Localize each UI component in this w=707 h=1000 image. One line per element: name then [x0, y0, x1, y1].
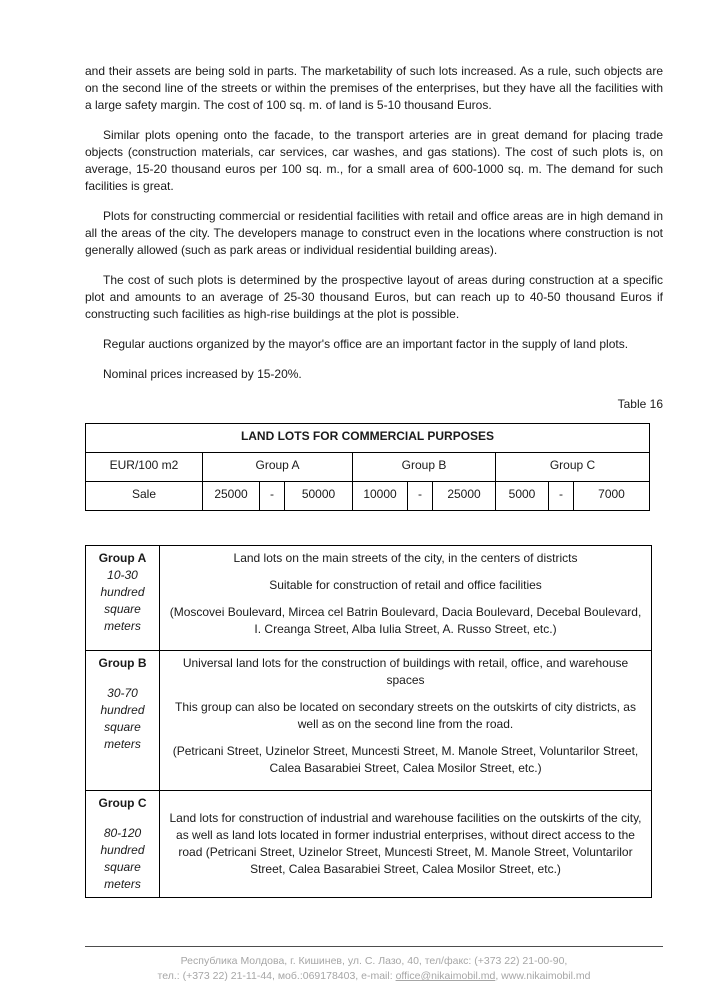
- group-c-size: 80-120 hundred square meters: [100, 826, 145, 891]
- group-a-description-cell: [160, 546, 652, 651]
- paragraph-2: Similar plots opening onto the facade, to the transport arteries are in great demand for placing trade objects (construction materials, car services, car washes, and gas stations). The cost of such plots is, on average, 15-20 thousand euros per 100 sq. m., for a small area of 600-1000 sq. m. The demand for such facilities is great.: [85, 128, 663, 193]
- group-a-max-value: 50000: [285, 482, 353, 511]
- group-c-name: Group C: [98, 796, 147, 810]
- group-b-separator: -: [408, 482, 433, 511]
- price-table-sale-row: [86, 482, 650, 511]
- group-a-label-cell: [86, 546, 160, 651]
- group-a-separator: -: [260, 482, 285, 511]
- group-b-min-value: 10000: [353, 482, 408, 511]
- unit-header-cell: EUR/100 m2: [86, 453, 203, 482]
- sale-row-label: Sale: [86, 482, 203, 511]
- group-b-paragraph: Universal land lots for the construction of buildings with retail, office, and warehouse spaces: [182, 656, 629, 687]
- group-a-row: [86, 546, 652, 651]
- group-b-name: Group B: [98, 656, 147, 670]
- groups-table: [85, 545, 652, 898]
- footer-website: , www.nikaimobil.md: [495, 970, 591, 982]
- paragraph-5: Regular auctions organized by the mayor's office are an important factor in the supply of land plots.: [103, 337, 629, 351]
- paragraph-4: The cost of such plots is determined by the prospective layout of areas during construction at a specific plot and amounts to an average of 25-30 thousand Euros, but can reach up to 40-50 thousand Euros if constructing such facilities as high-rise buildings at the plot is possible.: [85, 273, 663, 321]
- footer-address-line: Республика Молдова, г. Кишинев, ул. С. Лазо, 40, тел/факс: (+373 22) 21-00-90,: [180, 955, 568, 967]
- group-a-size: 10-30 hundred square meters: [100, 568, 145, 633]
- group-b-header-cell: Group B: [353, 453, 496, 482]
- group-c-header-cell: Group C: [496, 453, 650, 482]
- footer-phone-line: тел.: (+373 22) 21-11-44, моб.:069178403, e-mail:: [157, 970, 396, 982]
- group-b-label-cell: [86, 651, 160, 791]
- paragraph-6: Nominal prices increased by 15-20%.: [103, 367, 302, 381]
- group-a-min-value: 25000: [203, 482, 260, 511]
- table-caption: Table 16: [617, 397, 663, 411]
- group-b-description-cell: [160, 651, 652, 791]
- group-a-name: Group A: [98, 551, 147, 565]
- group-c-row: [86, 791, 652, 898]
- group-a-paragraph: (Moscovei Boulevard, Mircea cel Batrin Boulevard, Dacia Boulevard, Decebal Boulevard, I. Creanga Street, Alba Iulia Street, A. Russo Street, etc.): [169, 605, 642, 636]
- group-b-paragraph: This group can also be located on secondary streets on the outskirts of city districts, as well as on the second line from the road.: [175, 700, 636, 731]
- paragraph-1: and their assets are being sold in parts. The marketability of such lots increased. As a rule, such objects are on the second line of the streets or within the premises of the enterprises, but they have all the facilities with a large safety margin. The cost of 100 sq. m. of land is 5-10 thousand Euros.: [85, 64, 663, 112]
- group-b-paragraph: (Petricani Street, Uzinelor Street, Muncesti Street, M. Manole Street, Voluntarilor Street, Calea Basarabiei Street, Calea Mosilor Street, etc.): [172, 744, 639, 775]
- group-c-separator: -: [549, 482, 574, 511]
- group-b-row: [86, 651, 652, 791]
- group-c-max-value: 7000: [574, 482, 650, 511]
- group-c-paragraph: Land lots for construction of industrial and warehouse facilities on the outskirts of the city, as well as land lots located in former industrial enterprises, without direct access to the road (Petricani Street, Uzinelor Street, Muncesti Street, M. Manole Street, Voluntarilor Street, Calea Basarabiei Street, Calea Mosilor Street, etc.): [169, 811, 642, 876]
- price-table-title-row: [86, 424, 650, 453]
- footer-divider: [85, 946, 663, 947]
- group-a-paragraph: Land lots on the main streets of the city, in the centers of districts: [233, 551, 578, 565]
- paragraph-3: Plots for constructing commercial or residential facilities with retail and office areas are in high demand in all the areas of the city. The developers manage to construct even in the locations where construction is not generally allowed (such as park areas or individual residential building areas).: [85, 209, 663, 257]
- footer-contact-info: [85, 954, 663, 984]
- group-c-min-value: 5000: [496, 482, 549, 511]
- group-b-size: 30-70 hundred square meters: [100, 686, 145, 751]
- price-table: [85, 423, 650, 511]
- price-table-title: LAND LOTS FOR COMMERCIAL PURPOSES: [86, 424, 650, 453]
- group-c-description-cell: [160, 791, 652, 898]
- email-link[interactable]: office@nikaimobil.md: [395, 970, 496, 982]
- page-footer: [85, 946, 663, 984]
- group-b-max-value: 25000: [433, 482, 496, 511]
- price-table-header-row: [86, 453, 650, 482]
- group-a-header-cell: Group A: [203, 453, 353, 482]
- group-a-paragraph: Suitable for construction of retail and office facilities: [269, 578, 542, 592]
- group-c-label-cell: [86, 791, 160, 898]
